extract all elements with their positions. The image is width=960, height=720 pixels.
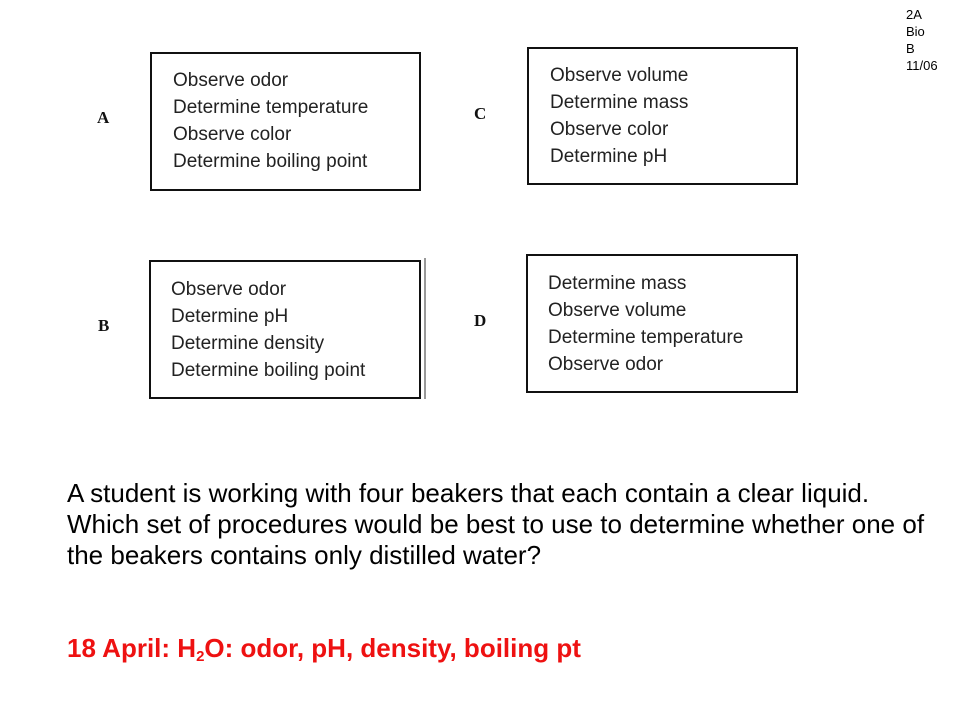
option-b-box [149, 260, 421, 399]
scan-edge-line [424, 258, 426, 399]
option-a-box [150, 52, 421, 191]
procedure-item: Determine boiling point [171, 360, 366, 381]
question-text: A student is working with four beakers that each contain a clear liquid. Which set of procedures would be best to use to determine whether one of the beakers contains only distilled water? [67, 478, 925, 570]
procedure-item: Observe volume [550, 65, 689, 86]
procedure-item: Determine density [171, 333, 325, 354]
procedure-item: Determine temperature [548, 327, 744, 348]
option-d-box [526, 254, 798, 393]
procedure-item: Determine mass [548, 273, 687, 294]
option-c-list [529, 49, 796, 170]
corner-note-line: B [906, 41, 915, 56]
option-c-letter: C [474, 104, 487, 123]
procedure-item: Observe color [550, 119, 669, 140]
procedure-item: Observe color [173, 124, 292, 145]
option-d-list [528, 256, 796, 378]
procedure-item: Determine mass [550, 92, 689, 113]
option-b-letter: B [98, 316, 110, 335]
procedure-item: Determine temperature [173, 97, 369, 118]
answer-prefix: 18 April: H [67, 633, 197, 663]
procedure-item: Determine boiling point [173, 151, 368, 172]
answer-note [67, 633, 927, 668]
answer-suffix: O: odor, pH, density, boiling pt [204, 633, 581, 663]
procedure-item: Determine pH [550, 146, 668, 167]
procedure-item: Observe odor [548, 354, 664, 375]
option-a-letter: A [97, 108, 110, 127]
procedure-item: Observe odor [171, 279, 287, 300]
option-c-box [527, 47, 798, 185]
option-b-list [151, 262, 419, 384]
procedure-item: Observe volume [548, 300, 687, 321]
corner-note-line: Bio [906, 24, 925, 39]
procedure-item: Determine pH [171, 306, 289, 327]
procedure-item: Observe odor [173, 70, 289, 91]
corner-note-line: 11/06 [906, 58, 938, 73]
corner-note-line: 2A [906, 7, 922, 22]
option-d-letter: D [474, 311, 487, 330]
corner-note [906, 6, 958, 74]
answer-subscript: 2 [196, 648, 205, 665]
option-a-list [152, 54, 419, 175]
